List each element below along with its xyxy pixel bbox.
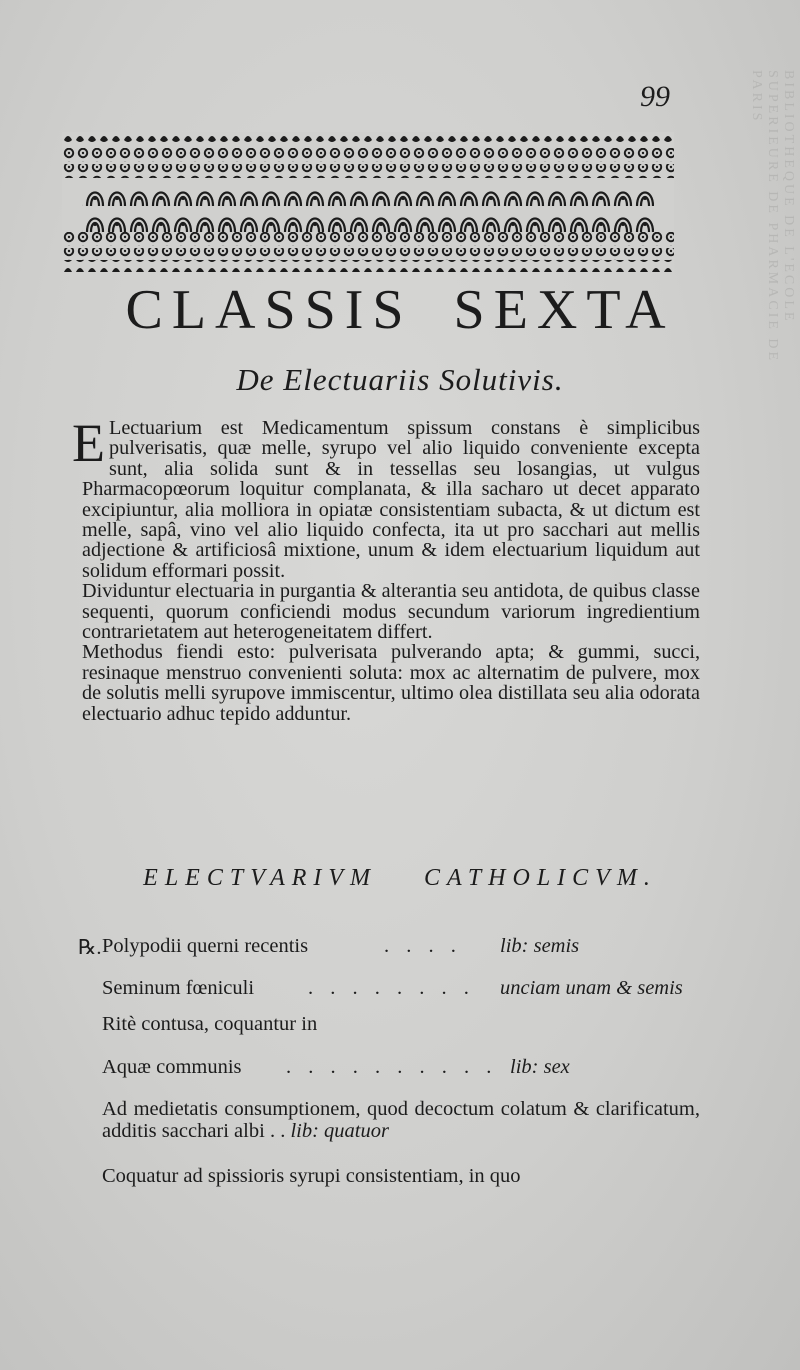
recipe-title: ELECTVARIVM CATHOLICVM. [143, 865, 657, 891]
leader-dots: . . . . [384, 935, 462, 957]
recipe-instruction-continued: Coquatur ad spissioris syrupi consistentiam, in quo [102, 1165, 521, 1187]
paragraph-definition-text: Lectuarium est Medicamentum spissum constans è simplicibus pulverisatis, quæ melle, syrupo vel alio liquido conveniente excepta sunt, alia solida sunt & in tessellas seu losangias, ut vulgus Pharmacopœorum loquitur complanata, & illa sacharo ut decet apparato excipiuntur, alia molliora in opiatæ consistentiam subacta, & ut dictum est melle, sapâ, vino vel alio liquido confecta, ita ut pro sacchari aut mellis adjectione & artificiosâ mixtione, unum & idem electuarium liquidum aut solidum efformari possit. [82, 417, 700, 582]
instruction-text: Ad medietatis consumptionem, quod decoctum colatum & clarificatum, additis sacchari albi [102, 1098, 700, 1142]
paragraph-definition [72, 413, 700, 582]
leader-dots: . . . . . . . . [308, 977, 475, 999]
body-text [72, 413, 700, 725]
section-title: De Electuariis Solutivis. [236, 362, 564, 397]
bleed-through-stamp: BIBLIOTHEQUE DE L'ECOLE SUPERIEURE DE PHARMACIE DE PARIS [749, 70, 796, 364]
ingredient-name: Seminum fœniculi [102, 977, 255, 999]
recipe-symbol: ℞. [78, 937, 102, 959]
leader-dots: . . . . . . . . . . [286, 1056, 498, 1078]
recipe-instruction [102, 1098, 700, 1142]
ingredient-quantity: lib: sex [510, 1056, 570, 1078]
ingredient-name: Aquæ communis [102, 1056, 242, 1078]
drop-cap: E [72, 413, 105, 473]
paragraph-division: Dividuntur electuaria in purgantia & alterantia seu antidota, de quibus classe sequenti, quorum conficiendi modus secundum variorum ingredientium contrarietatem aut heterogeneitatem differt. [82, 580, 700, 644]
leader-dots: . . [269, 1120, 286, 1142]
ingredient-quantity: unciam unam & semis [500, 977, 683, 999]
page-number: 99 [640, 80, 670, 113]
paragraph-method: Methodus fiendi esto: pulverisata pulverando apta; & gummi, succi, resinaque menstruo convenienti soluta: mox ac alternatim de pulvere, mox de solutis melli syrupove immiscentur, ultimo olea distillata seu alia odorata electuario adhuc tepido adduntur. [82, 641, 700, 725]
ingredient-quantity: lib: quatuor [290, 1120, 389, 1142]
ingredient-quantity: lib: semis [500, 935, 580, 957]
ingredient-name: Polypodii querni recentis [102, 935, 309, 957]
decorative-headpiece [62, 132, 674, 272]
instruction-text: Ritè contusa, coquantur in [102, 1013, 318, 1035]
class-title: CLASSIS SEXTA [125, 279, 675, 341]
